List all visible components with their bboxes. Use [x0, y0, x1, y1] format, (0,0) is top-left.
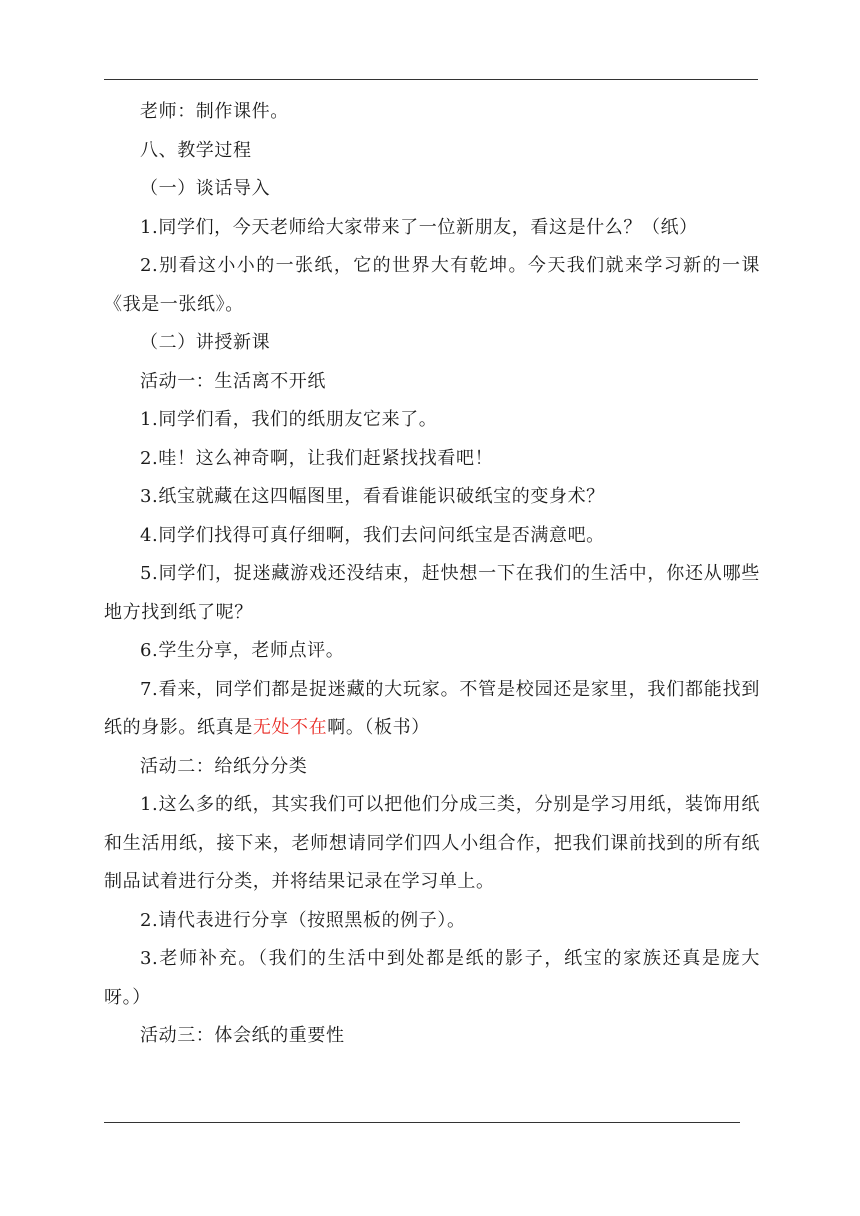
paragraph-activity1-5: 5.同学们，捉迷藏游戏还没结束，赶快想一下在我们的生活中，你还从哪些地方找到纸了呢？ — [104, 563, 760, 623]
paragraph-activity1-7-text: 7.看来，同学们都是捉迷藏的大玩家。不管是校园还是家里，我们都能找到纸的身影。纸真是 — [104, 678, 760, 738]
activity-heading-3: 活动三：体会纸的重要性 — [140, 1025, 345, 1046]
paragraph-activity1-7 — [104, 671, 760, 748]
paragraph-intro-1: 1.同学们，今天老师给大家带来了一位新朋友，看这是什么？（纸） — [140, 216, 698, 238]
section-heading-teaching-process: 八、教学过程 — [140, 139, 252, 161]
document-body — [104, 93, 760, 1056]
paragraph-activity2-3: 3.老师补充。（我们的生活中到处都是纸的影子，纸宝的家族还真是庞大呀。） — [104, 948, 760, 1008]
paragraph-activity1-4: 4.同学们找得可真仔细啊，我们去问问纸宝是否满意吧。 — [140, 524, 605, 546]
paragraph-activity1-7-end: 啊。（板书） — [327, 717, 430, 738]
paragraph-preparation: 老师：制作课件。 — [140, 101, 289, 122]
paragraph-activity1-6: 6.学生分享，老师点评。 — [140, 640, 345, 661]
paragraph-intro-2: 2.别看这小小的一张纸，它的世界大有乾坤。今天我们就来学习新的一课《我是一张纸》。 — [104, 255, 760, 315]
paragraph-activity1-3: 3.纸宝就藏在这四幅图里，看看谁能识破纸宝的变身术？ — [140, 486, 605, 507]
activity-heading-1: 活动一：生活离不开纸 — [140, 370, 326, 392]
footer-rule — [104, 1122, 740, 1123]
subsection-heading-new-lesson: （二）讲授新课 — [140, 332, 271, 353]
highlighted-phrase: 无处不在 — [252, 717, 328, 738]
header-rule — [104, 79, 758, 80]
paragraph-activity2-1: 1.这么多的纸，其实我们可以把他们分成三类，分别是学习用纸，装饰用纸和生活用纸，接下来，老师想请同学们四人小组合作，把我们课前找到的所有纸制品试着进行分类，并将结果记录在学习单上。 — [104, 794, 760, 892]
activity-heading-2: 活动二：给纸分分类 — [140, 755, 308, 777]
subsection-heading-introduction: （一）谈话导入 — [140, 178, 271, 199]
paragraph-activity1-1: 1.同学们看，我们的纸朋友它来了。 — [140, 409, 438, 430]
paragraph-activity2-2: 2.请代表进行分享（按照黑板的例子）。 — [140, 909, 466, 931]
paragraph-activity1-2: 2.哇！这么神奇啊，让我们赶紧找找看吧！ — [140, 447, 494, 469]
